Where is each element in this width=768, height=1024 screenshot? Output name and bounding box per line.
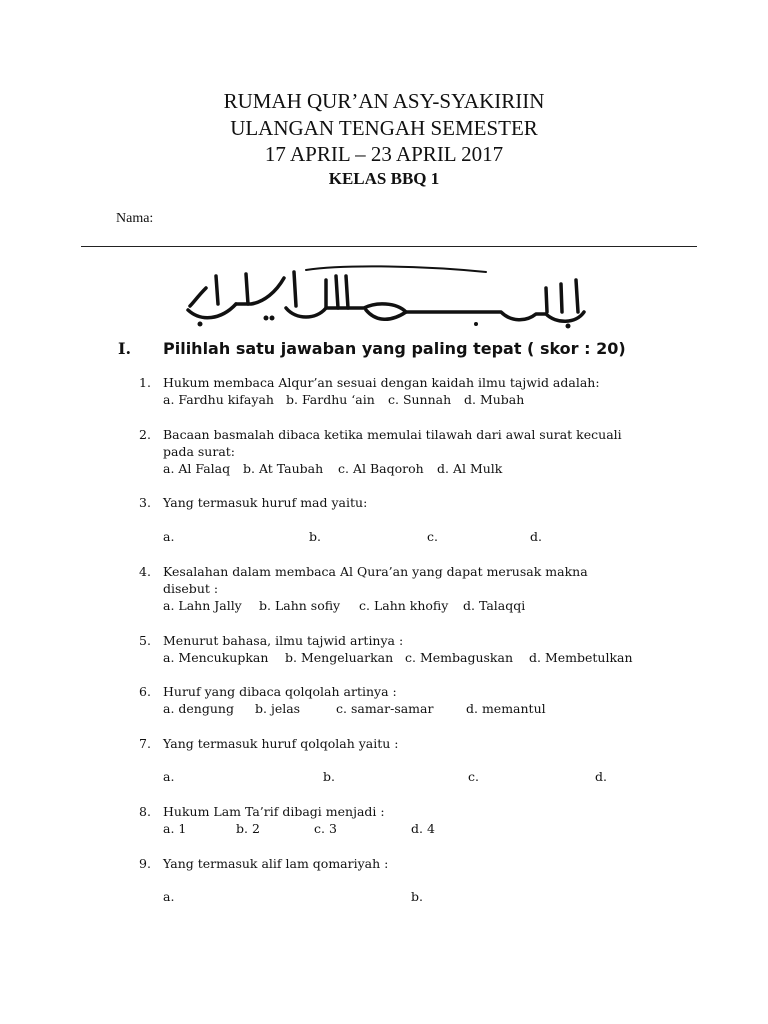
header-line-3: 17 APRIL – 23 APRIL 2017 [264,142,504,166]
question-6-option-d: d. memantul [466,701,546,716]
question-6-option-a: a. dengung [163,701,234,716]
question-9-option-b: b. [411,889,423,904]
question-1-option-b: b. Fardhu ‘ain [286,392,375,407]
question-3-option-a: a. [163,529,175,544]
question-6-option-c: c. samar-samar [336,701,434,716]
question-7-option-a: a. [163,769,175,784]
question-3-option-c: c. [427,529,438,544]
question-8-option-d: d. 4 [411,821,435,836]
question-5-option-b: b. Mengeluarkan [285,650,394,665]
question-5-option-a: a. Mencukupkan [163,650,269,665]
question-7-option-d: d. [595,769,607,784]
question-7-number: 7. [139,736,151,751]
question-2-option-b: b. At Taubah [243,461,324,476]
question-1-number: 1. [139,375,151,390]
question-7-option-b: b. [323,769,335,784]
question-6-number: 6. [139,684,151,699]
question-2-text-line-2: pada surat: [163,444,236,459]
question-9-option-a: a. [163,889,175,904]
question-4-text-line-2: disebut : [163,581,219,596]
question-4-text-line-1: Kesalahan dalam membaca Al Qura’an yang dapat merusak makna [163,564,588,579]
question-9-number: 9. [139,856,151,871]
question-4-option-c: c. Lahn khofiy [359,598,449,613]
question-9-text: Yang termasuk alif lam qomariyah : [163,856,389,871]
question-5-text: Menurut bahasa, ilmu tajwid artinya : [163,633,404,648]
section-title: Pilihlah satu jawaban yang paling tepat ( skor : 20) [163,339,626,358]
question-3-number: 3. [139,495,151,510]
question-8-option-c: c. 3 [314,821,337,836]
question-5-option-d: d. Membetulkan [529,650,633,665]
question-8-option-b: b. 2 [236,821,260,836]
question-6-text: Huruf yang dibaca qolqolah artinya : [163,684,397,699]
header-line-2: ULANGAN TENGAH SEMESTER [230,116,538,140]
question-3-option-b: b. [309,529,321,544]
question-1-option-d: d. Mubah [464,392,525,407]
question-4-number: 4. [139,564,151,579]
header-line-1: RUMAH QUR’AN ASY-SYAKIRIIN [223,89,545,113]
question-2-number: 2. [139,427,151,442]
question-3-text: Yang termasuk huruf mad yaitu: [163,495,368,510]
question-1-text: Hukum membaca Alqur’an sesuai dengan kaidah ilmu tajwid adalah: [163,375,600,390]
basmalah-calligraphy-icon [176,262,596,334]
question-2-option-d: d. Al Mulk [437,461,503,476]
question-2-option-a: a. Al Falaq [163,461,231,476]
question-4-option-a: a. Lahn Jally [163,598,242,613]
section-number: I. [118,339,132,358]
question-5-number: 5. [139,633,151,648]
name-label: Nama: [116,211,154,226]
question-7-option-c: c. [468,769,479,784]
question-2-option-c: c. Al Baqoroh [338,461,424,476]
question-1-option-a: a. Fardhu kifayah [163,392,274,407]
header-class: KELAS BBQ 1 [328,169,440,188]
question-8-text: Hukum Lam Ta’rif dibagi menjadi : [163,804,385,819]
question-1-option-c: c. Sunnah [388,392,452,407]
question-7-text: Yang termasuk huruf qolqolah yaitu : [163,736,399,751]
question-4-option-b: b. Lahn sofiy [259,598,341,613]
question-6-option-b: b. jelas [255,701,301,716]
question-8-option-a: a. 1 [163,821,187,836]
question-4-option-d: d. Talaqqi [463,598,526,613]
question-2-text-line-1: Bacaan basmalah dibaca ketika memulai tilawah dari awal surat kecuali [163,427,622,442]
question-8-number: 8. [139,804,151,819]
question-3-option-d: d. [530,529,542,544]
divider-line [81,246,697,247]
question-5-option-c: c. Membaguskan [405,650,513,665]
